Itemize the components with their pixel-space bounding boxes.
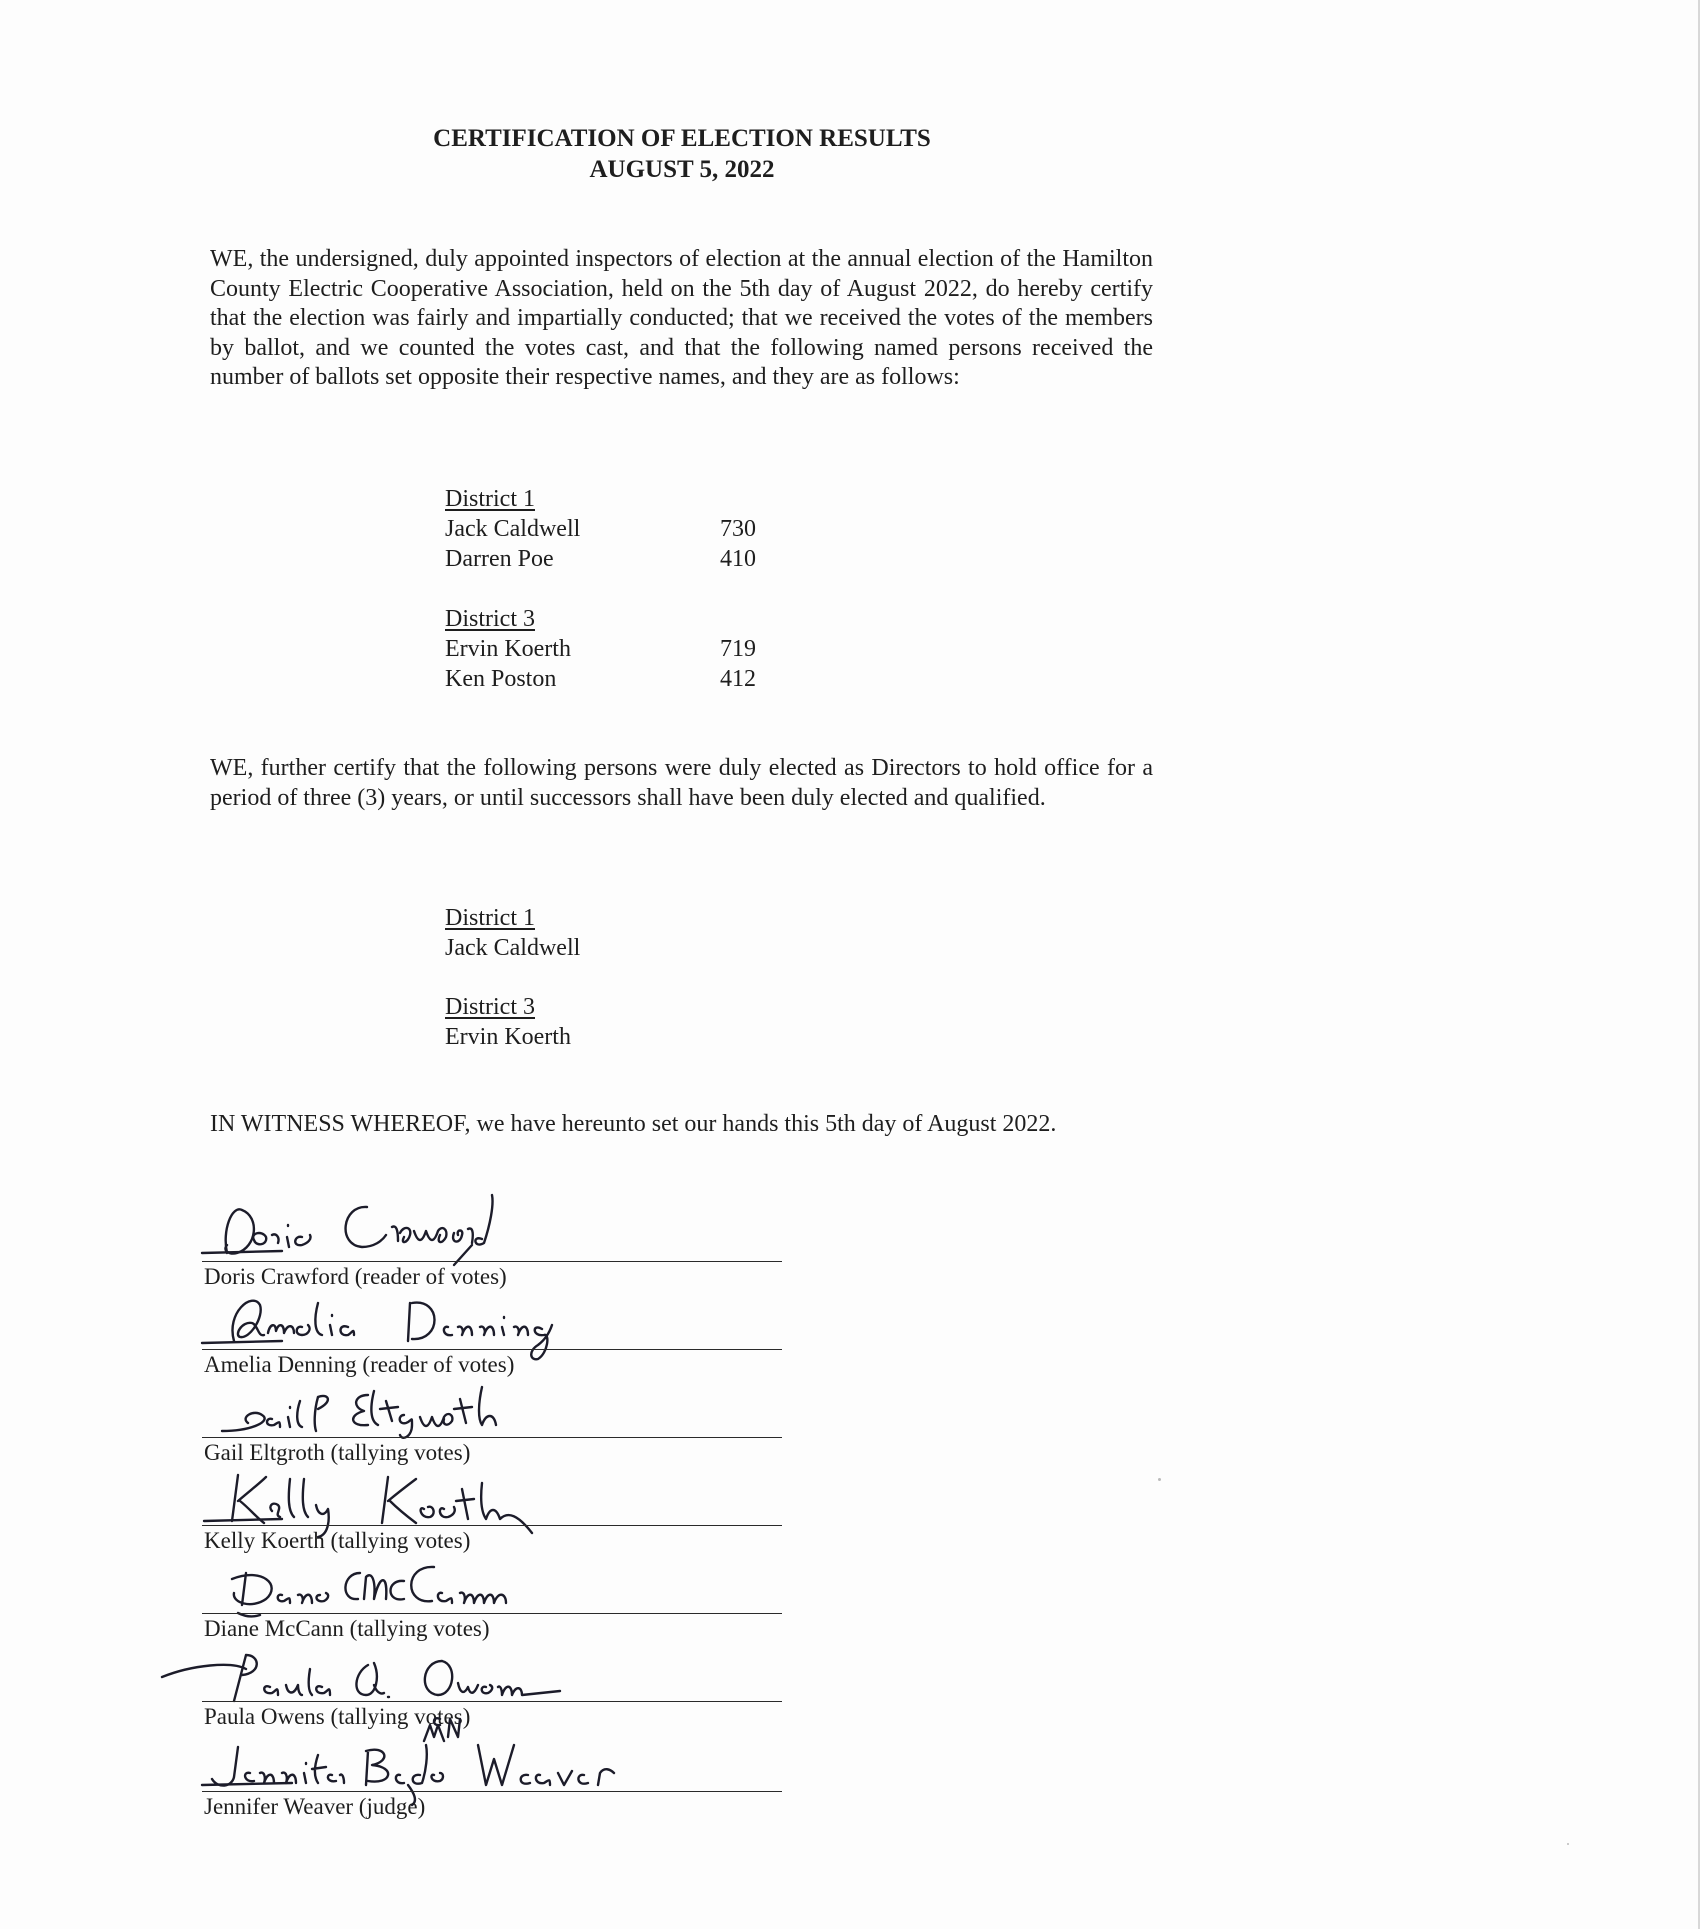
candidate-votes: 412 xyxy=(720,666,756,692)
signature-block-jennifer-weaver xyxy=(202,1735,782,1825)
district-heading: District 1 xyxy=(445,905,535,931)
district-heading: District 1 xyxy=(445,486,535,512)
results-district-3 xyxy=(445,604,845,694)
signature-line xyxy=(202,1525,782,1526)
signature-caption: Jennifer Weaver (judge) xyxy=(204,1794,426,1819)
candidate-name: Darren Poe xyxy=(445,546,554,572)
candidate-row xyxy=(445,634,845,664)
candidate-votes: 730 xyxy=(720,516,756,542)
candidate-row xyxy=(445,664,845,694)
elected-district-3 xyxy=(445,992,845,1052)
scan-speck xyxy=(1158,1478,1161,1481)
signature-line xyxy=(202,1613,782,1614)
signature-caption: Amelia Denning (reader of votes) xyxy=(204,1352,515,1377)
results-district-1 xyxy=(445,484,845,574)
district-heading: District 3 xyxy=(445,994,535,1020)
elected-name: Jack Caldwell xyxy=(445,935,581,961)
document-title: CERTIFICATION OF ELECTION RESULTS xyxy=(433,125,931,152)
signature-line xyxy=(202,1791,782,1792)
witness-paragraph: IN WITNESS WHEREOF, we have hereunto set our hands this 5th day of August 2022. xyxy=(210,1111,1057,1137)
signature-line xyxy=(202,1261,782,1262)
candidate-votes: 410 xyxy=(720,546,756,572)
elected-district-1 xyxy=(445,903,845,963)
scan-speck xyxy=(1567,1843,1569,1845)
district-heading: District 3 xyxy=(445,606,535,632)
signature-line xyxy=(202,1437,782,1438)
elected-name: Ervin Koerth xyxy=(445,1024,571,1050)
candidate-row xyxy=(445,514,845,544)
signature-caption: Paula Owens (tallying votes) xyxy=(204,1704,471,1729)
signature-line xyxy=(202,1349,782,1350)
signature-caption: Doris Crawford (reader of votes) xyxy=(204,1264,507,1289)
candidate-name: Ken Poston xyxy=(445,666,557,692)
signature-caption: Diane McCann (tallying votes) xyxy=(204,1616,490,1641)
candidate-votes: 719 xyxy=(720,636,756,662)
candidate-name: Jack Caldwell xyxy=(445,516,581,542)
candidate-row xyxy=(445,544,845,574)
elected-paragraph: WE, further certify that the following persons were duly elected as Directors to hold office for a period of three (3) years, or until successors shall have been duly elected and qualified. xyxy=(210,755,1153,811)
signature-caption: Kelly Koerth (tallying votes) xyxy=(204,1528,471,1553)
certification-paragraph: WE, the undersigned, duly appointed inspectors of election at the annual election of the Hamilton County Electric Cooperative Association, held on the 5th day of August 2022, do hereby certify that the election was fairly and impartially conducted; that we received the votes of the members by ballot, and we counted the votes cast, and that the following named persons received the number of ballots set opposite their respective names, and they are as follows: xyxy=(210,246,1153,390)
signature-caption: Gail Eltgroth (tallying votes) xyxy=(204,1440,471,1465)
candidate-name: Ervin Koerth xyxy=(445,636,571,662)
document-date: AUGUST 5, 2022 xyxy=(589,156,775,183)
signature-line xyxy=(202,1701,782,1702)
